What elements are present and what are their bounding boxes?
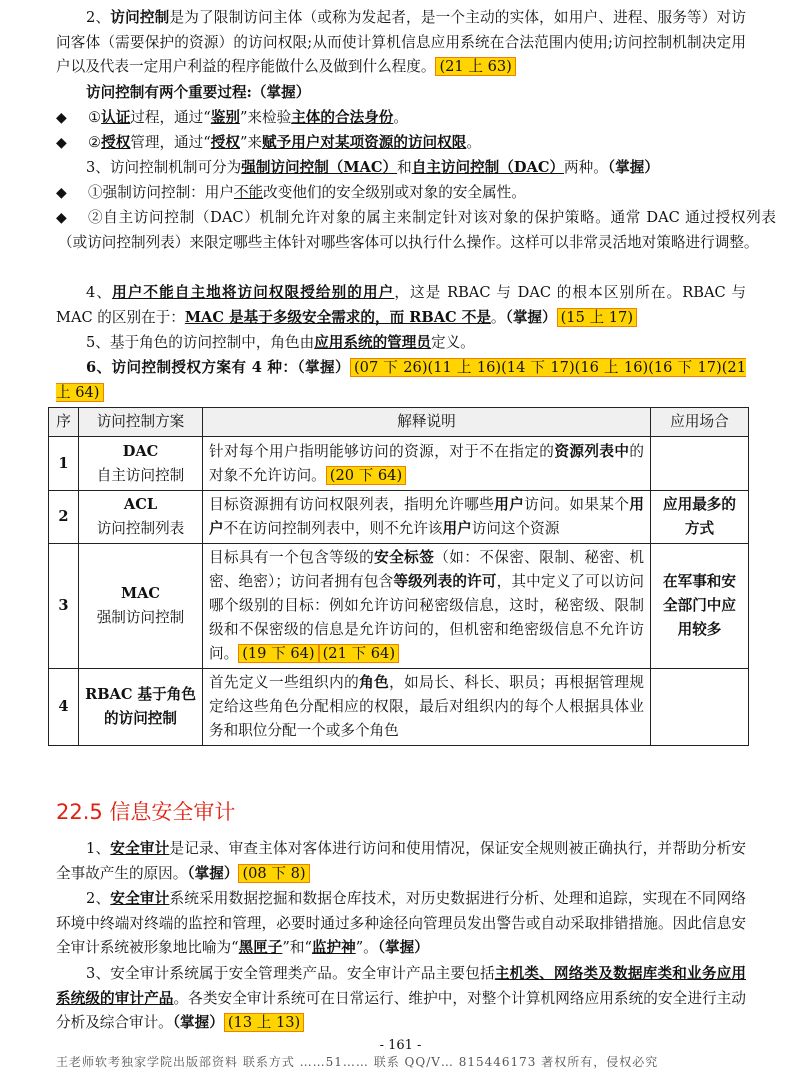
master-label: （掌握） [505, 308, 557, 326]
scheme-cell: RBAC 基于角色的访问控制 [79, 669, 203, 746]
text: ”来检验 [239, 109, 292, 126]
bullet-authentication [56, 106, 776, 131]
row-index: 1 [49, 437, 79, 491]
text: ②自主访问控制（DAC）机制允许对象的属主来制定针对该对象的保护策略。通常 DAC 通过授权列表（或访问控制列表）来限定哪些主体针对哪些客体可以执行什么操作。这样可以非常灵活地对策略进行调整。 [58, 209, 776, 251]
text: 。 [490, 308, 506, 326]
row-index: 4 [49, 669, 79, 746]
text: ，如局长、科长、职员；再根据管理规定给这些角色分配相应的权限，最后对组织内的每个人根据具体业务和职位分配一个或多个角色 [209, 674, 644, 739]
term-rbac-rule: 用户不能自主地将访问权限授给别的用户 [112, 284, 395, 301]
exam-tag: (13 上 13) [224, 1013, 304, 1032]
term-identification: 鉴别 [210, 109, 240, 126]
usage-cell: 应用最多的方式 [651, 491, 749, 544]
term: 等级列表的许可 [393, 573, 497, 590]
text: 的对象不允许访问。 [209, 442, 644, 484]
table-row [49, 437, 749, 491]
master-label: （掌握） [187, 864, 239, 882]
scheme-name: 访问控制列表 [96, 520, 185, 537]
para-access-control-definition [56, 6, 746, 80]
page-footer: 王老师软考独家学院出版部资料 联系方式 ……51…… 联系 QQ/V… 815446173 著权所有，侵权必究 [56, 1055, 659, 1069]
master-label: （掌握） [251, 84, 311, 101]
page-number: - 161 - [379, 1038, 422, 1053]
term: 角色 [359, 674, 390, 691]
scheme-abbr: MAC [120, 585, 161, 602]
bullet-mac [56, 181, 776, 206]
access-control-table [48, 407, 749, 746]
para-audit-system [56, 887, 746, 961]
scheme-abbr: DAC [122, 442, 159, 460]
usage-cell [651, 437, 749, 491]
term-dac: 自主访问控制（DAC） [411, 159, 565, 176]
row-index: 3 [49, 544, 79, 669]
text: 过程，通过“ [130, 109, 211, 126]
term-products: 主机类、网络类及数据库类和业务应用系统级的审计产品 [56, 965, 746, 1007]
text: 两种。 [564, 159, 608, 176]
para-rbac-diff [56, 281, 746, 330]
text: 是记录、审查主体对客体进行访问和使用情况，保证安全规则被正确执行，并帮助分析安全事故产生的原因。 [56, 840, 746, 882]
text: 1、 [86, 840, 111, 857]
explanation-cell [203, 544, 651, 669]
table-row [49, 491, 749, 544]
table-row [49, 669, 749, 746]
para-audit-products [56, 962, 746, 1036]
text: ② [88, 134, 102, 151]
text: ”。 [355, 939, 378, 956]
term-mac-rbac: MAC 是基于多级安全需求的，而 RBAC 不是 [184, 308, 491, 326]
text: 访问这个资源 [471, 520, 560, 537]
term-admin: 应用系统的管理员 [314, 334, 431, 351]
col-header-usage: 应用场合 [651, 408, 749, 437]
table-header-row [49, 408, 749, 437]
text: 和 [397, 159, 412, 176]
exam-tag: (19 下 64) [238, 644, 318, 663]
text: 定义。 [430, 334, 475, 351]
text: 。各类安全审计系统可在日常运行、维护中，对整个计算机网络应用系统的安全进行主动分析及综合审计。 [56, 989, 746, 1031]
col-header-explanation: 解释说明 [203, 408, 651, 437]
bullet-authorization [56, 131, 776, 156]
text: 6、访问控制授权方案有 4 种：（掌握） [86, 359, 350, 376]
term-audit: 安全审计 [110, 840, 170, 857]
exam-tag: (21 上 63) [435, 57, 515, 76]
explanation-cell [203, 491, 651, 544]
text: ① [88, 109, 102, 126]
text: 。 [466, 134, 481, 151]
text: ，这是 RBAC 与 DAC 的根本区别所在。RBAC 与 MAC 的区别在于： [56, 284, 746, 326]
explanation-cell [203, 437, 651, 491]
col-header-index: 序 [49, 408, 79, 437]
term-identity: 主体的合法身份 [291, 109, 394, 126]
row-index: 2 [49, 491, 79, 544]
text: 5、基于角色的访问控制中，角色由 [86, 334, 315, 351]
exam-tag: (08 下 8) [238, 864, 309, 883]
exam-tag: (07 下 26)(11 上 16)(14 下 17)(16 上 16)(16 下 17)(21 上 64) [56, 359, 747, 401]
exam-tag: (21 下 64) [319, 644, 399, 663]
text: ，其中定义了可以访问哪个级别的目标：例如允许访问秘密级信息，这时，秘密级、限制级和不保密级的信息是允许访问的，但机密和绝密级信息不允许访问。 [209, 573, 644, 662]
term-blackbox: 黑匣子 [238, 939, 283, 956]
scheme-cell [79, 491, 203, 544]
text: 访问控制有两个重要过程: [86, 84, 252, 101]
term-audit: 安全审计 [110, 890, 170, 907]
text: ①强制访问控制：用户 [88, 184, 234, 201]
term: 安全标签 [374, 549, 435, 566]
text: 4、 [86, 284, 113, 301]
scheme-cell [79, 437, 203, 491]
term: 用户 [494, 496, 525, 513]
term-guardian: 监护神 [311, 939, 356, 956]
para-two-processes [56, 81, 746, 106]
text: 系统采用数据挖掘和数据仓库技术，对历史数据进行分析、处理和追踪，实现在不同网络环境中终端对终端的监控和管理，必要时通过多种途径向管理员发出警告或自动采取排错措施。因此信息安全审计系统被形象地比喻为“ [56, 890, 746, 956]
scheme-name: 强制访问控制 [96, 609, 185, 626]
term-permission: 赋予用户对某项资源的访问权限 [262, 134, 467, 151]
exam-tag: (20 下 64) [326, 466, 406, 485]
text: ”来 [239, 134, 262, 151]
term: 用户 [442, 520, 472, 537]
diamond-bullet-icon: ◆ [56, 210, 67, 226]
text: 针对每个用户指明能够访问的资源，对于不在指定的 [209, 442, 555, 460]
exam-tag: (15 上 17) [557, 308, 637, 327]
term: 用户 [209, 496, 644, 537]
diamond-bullet-icon: ◆ [56, 110, 67, 126]
col-header-scheme: 访问控制方案 [79, 408, 203, 437]
para-mac-dac [56, 156, 746, 181]
term-authentication: 认证 [101, 109, 131, 126]
bullet-dac [56, 206, 776, 255]
text: 改变他们的安全级别或对象的安全属性。 [263, 184, 526, 201]
text: 3、安全审计系统属于安全管理类产品。安全审计产品主要包括 [86, 965, 495, 982]
term: 资源列表中 [554, 442, 630, 460]
text: （如：不保密、限制、秘密、机密、绝密）；访问者拥有包含 [209, 549, 644, 590]
text: 2、 [86, 890, 111, 907]
term-cannot: 不能 [233, 184, 264, 201]
para-audit-definition [56, 837, 746, 886]
text: 首先定义一些组织内的 [209, 674, 360, 691]
text: 3、访问控制机制可分为 [86, 159, 242, 176]
term-authorize: 授权 [210, 134, 240, 151]
text: 是为了限制访问主体（或称为发起者，是一个主动的实体，如用户、进程、服务等）对访问客体（需要保护的资源）的访问权限;从而使计算机信息应用系统在合法范围内使用;访问控制机制决定用户以及代表一定用户利益的程序能做什么及做到什么程度。 [56, 9, 746, 75]
text: 不在访问控制列表中，则不允许该 [223, 520, 443, 537]
para-role-admin [56, 331, 746, 356]
scheme-abbr: ACL [123, 496, 158, 513]
usage-cell: 在军事和安全部门中应用较多 [651, 544, 749, 669]
text: 目标具有一个包含等级的 [209, 549, 375, 566]
diamond-bullet-icon: ◆ [56, 135, 67, 151]
usage-cell [651, 669, 749, 746]
term-authorization: 授权 [101, 134, 131, 151]
table-row [49, 544, 749, 669]
term-access-control: 访问控制 [110, 9, 170, 26]
text: 管理，通过“ [130, 134, 211, 151]
text: 访问。如果某个 [524, 496, 630, 513]
master-label: （掌握） [172, 1014, 224, 1031]
text: 目标资源拥有访问权限列表，指明允许哪些 [209, 496, 495, 513]
para-four-schemes [56, 356, 746, 405]
master-label: （掌握） [607, 159, 659, 176]
explanation-cell [203, 669, 651, 746]
text: 2、 [86, 9, 111, 26]
text: ”和“ [282, 939, 312, 956]
text: 。 [393, 109, 408, 126]
scheme-cell [79, 544, 203, 669]
diamond-bullet-icon: ◆ [56, 185, 67, 201]
master-label: （掌握） [377, 939, 429, 956]
term-mac: 强制访问控制（MAC） [241, 159, 398, 176]
scheme-name: 自主访问控制 [96, 466, 185, 484]
section-title: 22.5 信息安全审计 [56, 800, 236, 824]
